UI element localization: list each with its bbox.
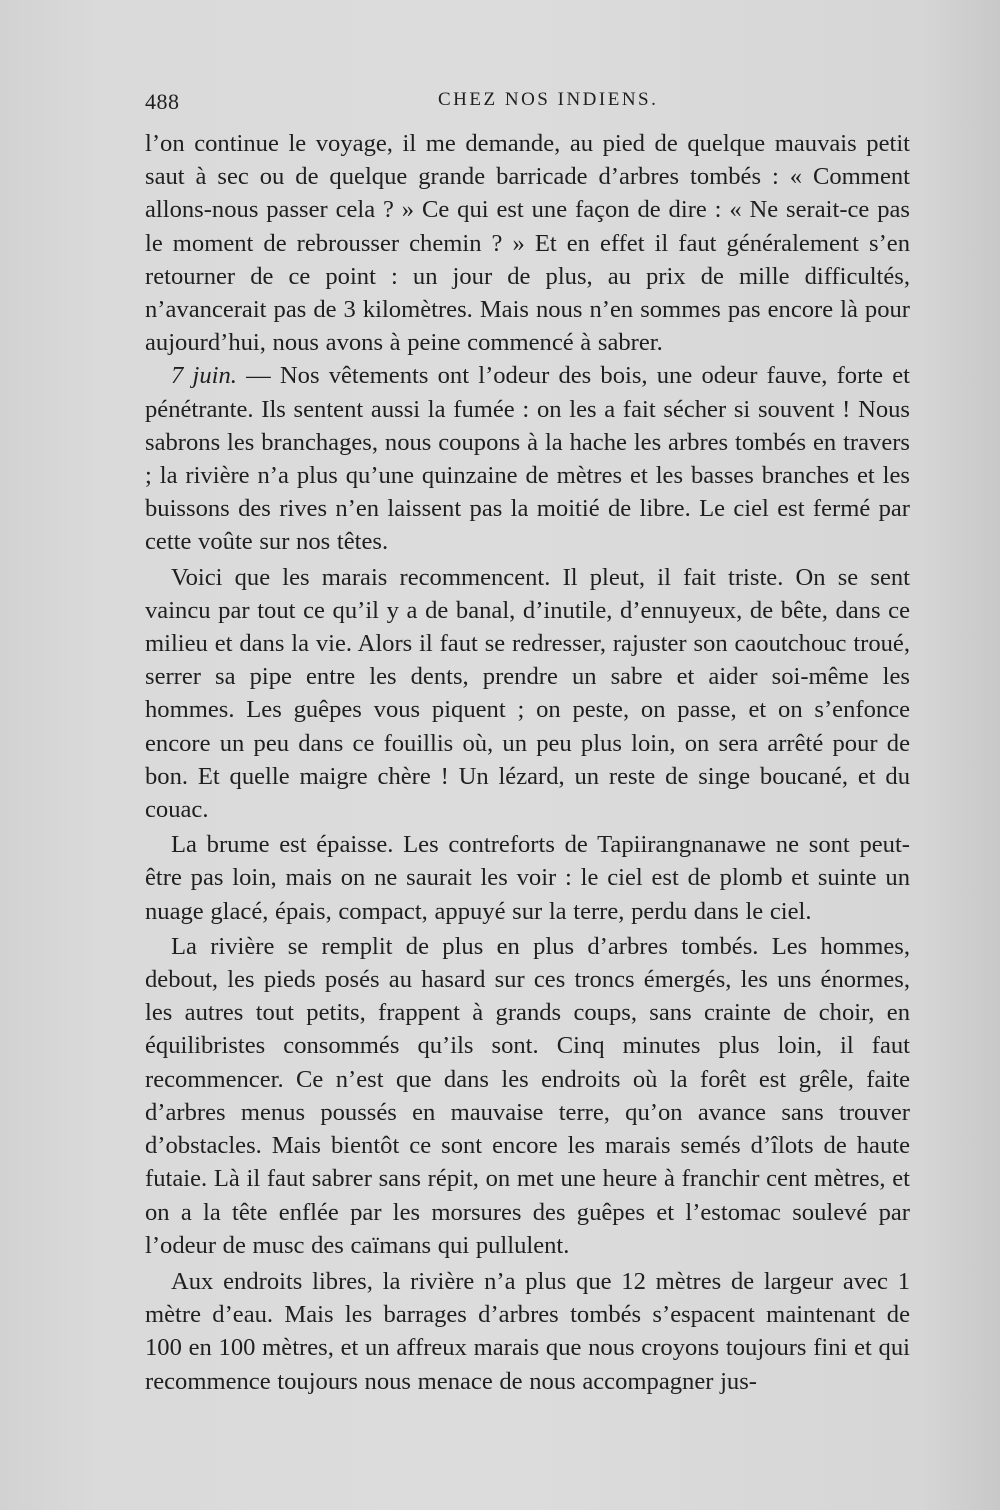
diary-date: 7 juin.: [171, 362, 237, 390]
paragraph-continuation: l’on continue le voyage, il me demande, au pied de quelque mauvais petit saut à sec ou de quelque grande barricade d’arbres tombés : « Comment allons-nous passer cela ? » Ce qui est une façon de dire : « Ne serait-ce pas le moment de rebrousser chemin ? » Et en effet il faut généralement s’en retourner de ce point : un jour de plus, au prix de mille difficultés, n’avancerait pas de 3 kilomètres. Mais nous n’en sommes pas encore là pour aujourd’hui, nous avons à peine commencé à sabrer.: [145, 130, 910, 357]
body-text: [145, 127, 910, 1398]
paragraph-diary-entry: [145, 359, 910, 558]
running-title: CHEZ NOS INDIENS.: [438, 89, 659, 110]
page-number: 488: [145, 89, 180, 114]
page-header: [145, 89, 910, 119]
paragraph: La brume est épaisse. Les contreforts de Tapiirangnanawe ne sont peut-être pas loin, mais on ne saurait les voir : le ciel est de plomb et suinte un nuage glacé, épais, compact, appuyé sur la terre, perdu dans le ciel.: [145, 831, 910, 925]
paragraph-text: — Nos vêtements ont l’odeur des bois, une odeur fauve, forte et pénétrante. Ils sentent aussi la fumée : on les a fait sécher si souvent ! Nous sabrons les branchages, nous coupons à la hache les arbres tombés en travers ; la rivière n’a plus qu’une quinzaine de mètres et les basses branches et les buissons des rives n’en laissent pas la moitié de libre. Le ciel est fermé par cette voûte sur nos têtes.: [145, 362, 910, 556]
paragraph: Voici que les marais recommencent. Il pleut, il fait triste. On se sent vaincu par tout ce qu’il y a de banal, d’inutile, d’ennuyeux, de bête, dans ce milieu et dans la vie. Alors il faut se redresser, rajuster son caoutchouc troué, serrer sa pipe entre les dents, prendre un sabre et aider soi-même les hommes. Les guêpes vous piquent ; on peste, on passe, et on s’enfonce encore un peu dans ce fouillis où, un peu plus loin, on sera arrêté pour de bon. Et quelle maigre chère ! Un lézard, un reste de singe boucané, et du couac.: [145, 563, 910, 824]
paragraph: Aux endroits libres, la rivière n’a plus que 12 mètres de largeur avec 1 mètre d’eau. Mais les barrages d’arbres tombés s’espacent maintenant de 100 en 100 mètres, et un affreux marais que nous croyons toujours fini et qui recommence toujours nous menace de nous accompagner jus-: [145, 1267, 910, 1395]
paragraph: La rivière se remplit de plus en plus d’arbres tombés. Les hommes, debout, les pieds posés au hasard sur ces troncs émergés, les uns énormes, les autres tout petits, frappent à grands coups, sans crainte de choir, en équilibristes consommés qu’ils sont. Cinq minutes plus loin, il faut recommencer. Ce n’est que dans les endroits où la forêt est grêle, faite d’arbres menus poussés en mauvaise terre, qu’on avance sans trouver d’obstacles. Mais bientôt ce sont encore les marais semés d’îlots de haute futaie. Là il faut sabrer sans répit, on met une heure à franchir cent mètres, et on a la tête enflée par les morsures des guêpes et l’estomac soulevé par l’odeur de musc des caïmans qui pullulent.: [145, 932, 910, 1259]
